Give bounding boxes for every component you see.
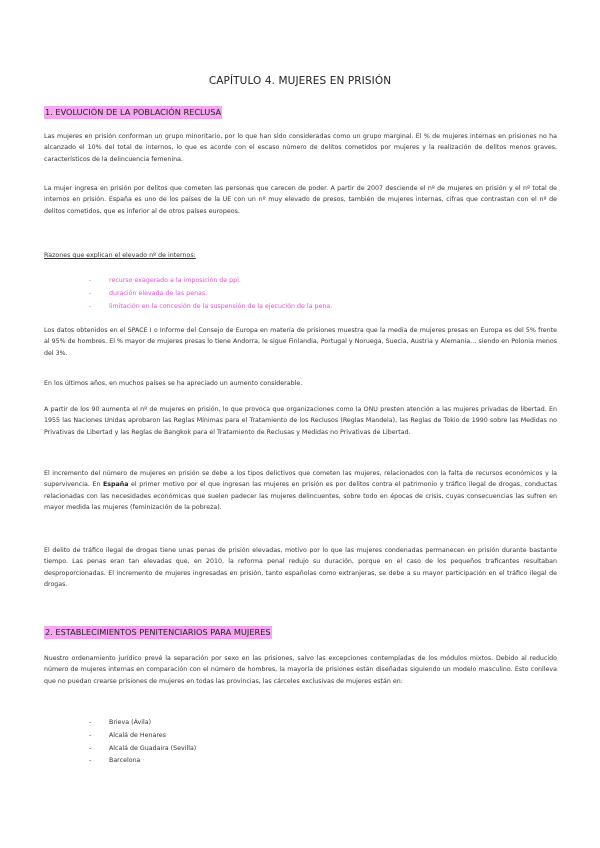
section-1-heading: 1. EVOLUCIÓN DE LA POBLACIÓN RECLUSA [45,107,222,117]
list-item: - limitación en la concesión de la suspensión de la ejecución de la pena. [89,302,333,310]
section-1-paragraph-1: Las mujeres en prisión conforman un grupo minoritario, por lo que han sido consideradas como un grupo marginal. El % de mujeres internas en prisiones no ha alcanzado el 10% del total de internos, lo que es acorde con el escaso número de delitos cometidos por mujeres y la realización de delitos menos graves, característicos de la delincuencia femenina. [44,133,557,163]
section-1-paragraph-7: El delito de tráfico ilegal de drogas tiene unas penas de prisión elevadas, motivo por lo que las mujeres condenadas permanecen en prisión durante bastante tiempo. Las penas eran tan elevadas que, en 2010, la reforma penal redujo su duración, porque en el caso de los pequeños traficantes resultaban desproporcionadas. El incremento de mujeres ingresadas en prisión, tanto españolas como extranjeras, se debe a su mayor participación en el tráfico ilegal de drogas. [44,547,557,589]
list-item: - Alcalá de Guadaira (Sevilla) [89,744,197,752]
section-2-heading: 2. ESTABLECIMIENTOS PENITENCIARIOS PARA MUJERES [45,627,271,637]
list-item: - Barcelona [89,757,141,765]
section-1-paragraph-2: La mujer ingresa en prisión por delitos que cometen las personas que carecen de poder. A partir de 2007 desciende el nº de mujeres en prisión y el nº total de internos en prisión. España es uno de los países de la UE con un nº muy elevado de presos, también de mujeres internas, cifras que contrastan con el nº de delitos cometidos, que es inferior al de otros países europeos. [44,185,557,215]
list-item: - duración elevada de las penas. [89,289,208,297]
prisons-list [89,717,196,768]
section-2-paragraph-1: Nuestro ordenamiento jurídico prevé la separación por sexo en las prisiones, salvo las excepciones contempladas de los módulos mixtos. Debido al reducido número de mujeres internas en comparación con el número de hombres, la mayoría de prisiones están diseñadas siguiendo un modelo masculino. Esto conlleva que no puedan crearse prisiones de mujeres en todas las provincias, las cárceles exclusivas de mujeres están en: [44,655,557,685]
section-1-paragraph-3: Los datos obtenidos en el SPACE I o Informe del Consejo de Europa en materia de prisiones muestra que la media de mujeres presas en Europa es del 5% frente al 95% de hombres. El % mayor de mujeres presas lo tiene Andorra, le sigue Finlandia, Portugal y Noruega, Suecia, Austria y Alemania… siendo en Polonia menos del 3%. [44,327,557,357]
chapter-title: CAPÍTULO 4. MUJERES EN PRISIÓN [208,75,392,87]
section-1-paragraph-5: A partir de los 90 aumenta el nº de mujeres en prisión, lo que provoca que organizaciones como la ONU presten atención a las mujeres privadas de libertad. En 1955 las Naciones Unidas aprobaron las Reglas Mínimas para el Tratamiento de los Reclusos (Reglas Mandela), las Reglas de Tokio de 1990 sobre las Medidas no Privativas de Libertad y las Reglas de Bangkok para el Tratamiento de Reclusas y Medidas no Privativas de Libertad. [44,406,557,436]
reasons-title: Razones que explican el elevado nº de internos: [44,252,196,259]
reasons-list [89,275,332,313]
list-item: - Alcalá de Henares [89,731,166,739]
list-item: - recurso exagerado a la imposición de ppl. [89,277,241,284]
country-bold: España [102,481,129,489]
section-1-paragraph-4: En los últimos años, en muchos países se ha apreciado un aumento considerable. [44,380,303,387]
section-1-paragraph-6: El incremento del número de mujeres en prisión se debe a los tipos delictivos que cometen las mujeres, relacionados con la falta de recursos económicos y la supervivencia. En España el primer motivo por el que ingresan las mujeres en prisión es por delitos contra el patrimonio y tráfico ilegal de drogas, conductas relacionadas con las necesidades económicas que suelen padecer las mujeres delincuentes, sobre todo en épocas de crisis, cuyas consecuencias las sufren en mayor medida las mujeres (feminización de la pobreza). [44,470,557,512]
list-item: - Brieva (Ávila) [89,719,152,726]
